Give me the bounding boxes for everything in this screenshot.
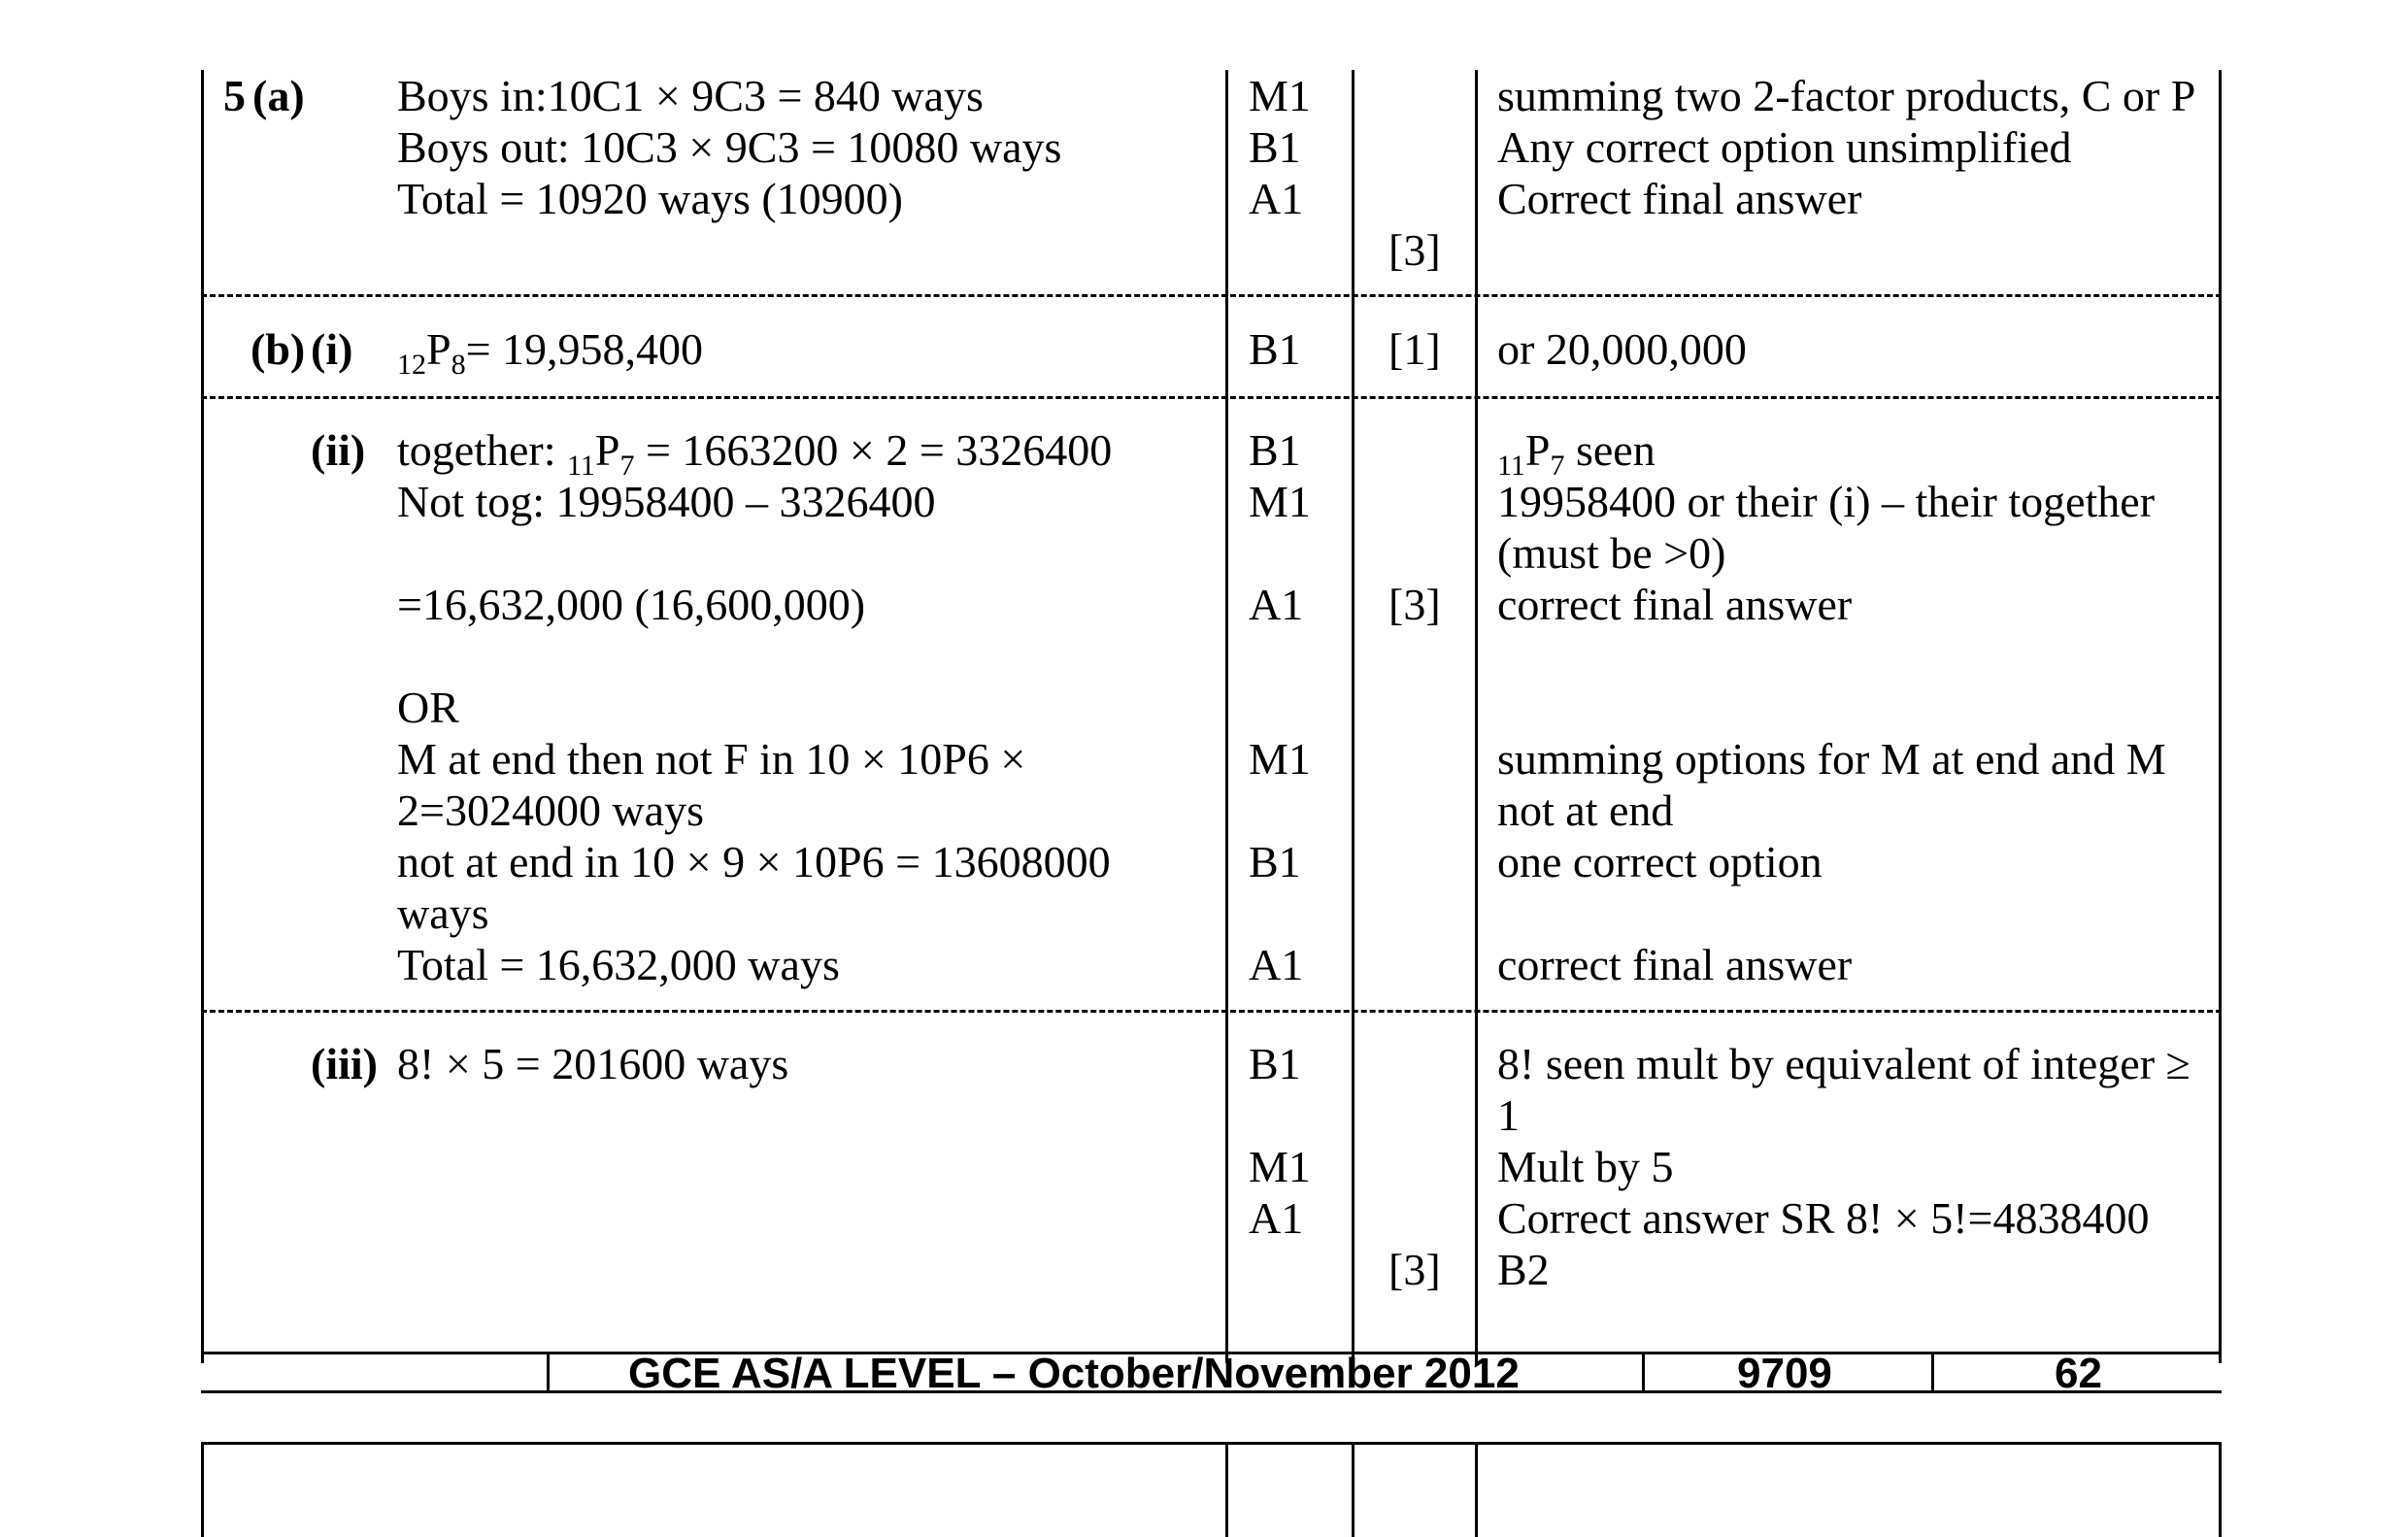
answer-line: Total = 16,632,000 ways bbox=[397, 940, 840, 989]
mark-code: A1 bbox=[1249, 1193, 1304, 1243]
guidance-line: one correct option bbox=[1497, 837, 1823, 886]
answer-line bbox=[397, 323, 703, 381]
answer-line: Total = 10920 ways (10900) bbox=[397, 174, 903, 223]
mark-code: M1 bbox=[1249, 1142, 1311, 1191]
subscript: 12 bbox=[397, 349, 426, 381]
mark-code: B1 bbox=[1249, 425, 1301, 475]
total-marks: [3] bbox=[1388, 580, 1441, 629]
permutation-symbol: P bbox=[1524, 425, 1551, 475]
guidance-line: correct final answer bbox=[1497, 940, 1853, 989]
subpart-label-i: (i) bbox=[311, 324, 353, 374]
mark-code: M1 bbox=[1249, 477, 1311, 526]
answer-line: ways bbox=[397, 888, 489, 938]
answer-line: not at end in 10 × 9 × 10P6 = 13608000 bbox=[397, 837, 1111, 886]
guidance-line: 19958400 or their (i) – their together bbox=[1497, 477, 2156, 526]
mark-code: A1 bbox=[1249, 174, 1304, 223]
subpart-label-ii: (ii) bbox=[311, 425, 366, 475]
subscript: 7 bbox=[619, 450, 635, 482]
footer-divider bbox=[1642, 1352, 1645, 1391]
column-divider-total bbox=[1475, 70, 1478, 1363]
total-marks: [1] bbox=[1388, 324, 1441, 374]
answer-value: = 19,958,400 bbox=[465, 324, 704, 374]
guidance-line: or 20,000,000 bbox=[1497, 324, 1747, 374]
subpart-label-iii: (iii) bbox=[311, 1039, 378, 1088]
question-number: 5 bbox=[223, 71, 246, 120]
guidance-line: B2 bbox=[1497, 1245, 1550, 1294]
row-divider bbox=[201, 396, 2222, 399]
mark-code: M1 bbox=[1249, 71, 1311, 120]
next-table-border-top bbox=[201, 1442, 2222, 1445]
subscript: 11 bbox=[1497, 450, 1525, 482]
answer-prefix: together: bbox=[397, 425, 567, 475]
part-label-a: (a) bbox=[252, 71, 305, 120]
table-border-left bbox=[201, 70, 204, 1363]
guidance-line: correct final answer bbox=[1497, 580, 1853, 629]
answer-line: Not tog: 19958400 – 3326400 bbox=[397, 477, 936, 526]
answer-value: = 1663200 × 2 = 3326400 bbox=[634, 425, 1113, 475]
footer-divider bbox=[1931, 1352, 1934, 1391]
answer-line: =16,632,000 (16,600,000) bbox=[397, 580, 866, 629]
answer-line bbox=[397, 424, 1112, 482]
column-divider-answer bbox=[1225, 70, 1228, 1363]
footer-syllabus: 9709 bbox=[1737, 1350, 1832, 1397]
answer-line: Boys out: 10C3 × 9C3 = 10080 ways bbox=[397, 122, 1062, 172]
guidance-line: Mult by 5 bbox=[1497, 1142, 1674, 1191]
guidance-line: Correct final answer bbox=[1497, 174, 1862, 223]
next-table-border-left bbox=[201, 1442, 204, 1537]
table-border-right bbox=[2219, 70, 2222, 1363]
row-divider bbox=[201, 1010, 2222, 1013]
subscript: 11 bbox=[567, 450, 595, 482]
subscript: 8 bbox=[451, 349, 466, 381]
mark-code: B1 bbox=[1249, 1039, 1301, 1088]
guidance-line: (must be >0) bbox=[1497, 528, 1726, 578]
mark-code: B1 bbox=[1249, 837, 1301, 886]
next-column-divider bbox=[1475, 1442, 1478, 1537]
row-divider bbox=[201, 294, 2222, 297]
mark-code: B1 bbox=[1249, 324, 1301, 374]
mark-code: A1 bbox=[1249, 580, 1304, 629]
next-table-border-right bbox=[2219, 1442, 2222, 1537]
next-column-divider bbox=[1352, 1442, 1354, 1537]
permutation-symbol: P bbox=[594, 425, 620, 475]
guidance-line: Any correct option unsimplified bbox=[1497, 122, 2072, 172]
footer-title: GCE AS/A LEVEL – October/November 2012 bbox=[628, 1350, 1520, 1397]
guidance-line: not at end bbox=[1497, 785, 1674, 835]
total-marks: [3] bbox=[1388, 1245, 1441, 1294]
guidance-line: 1 bbox=[1497, 1090, 1520, 1140]
subscript: 7 bbox=[1550, 450, 1565, 482]
guidance-line: summing options for M at end and M bbox=[1497, 734, 2166, 784]
total-marks: [3] bbox=[1388, 225, 1441, 275]
guidance-line: 8! seen mult by equivalent of integer ≥ bbox=[1497, 1039, 2191, 1088]
answer-line: Boys in:10C1 × 9C3 = 840 ways bbox=[397, 71, 984, 120]
answer-line: 2=3024000 ways bbox=[397, 785, 704, 835]
mark-code: M1 bbox=[1249, 734, 1311, 784]
guidance-text: seen bbox=[1564, 425, 1656, 475]
next-column-divider bbox=[1225, 1442, 1228, 1537]
column-divider-mark bbox=[1352, 70, 1354, 1363]
guidance-line bbox=[1497, 424, 1656, 482]
guidance-line: summing two 2-factor products, C or P bbox=[1497, 71, 2196, 120]
guidance-line: Correct answer SR 8! × 5!=4838400 bbox=[1497, 1193, 2150, 1243]
answer-line: 8! × 5 = 201600 ways bbox=[397, 1039, 789, 1088]
permutation-symbol: P bbox=[426, 324, 452, 374]
answer-line: OR bbox=[397, 683, 459, 732]
footer-divider bbox=[547, 1352, 550, 1391]
footer-paper: 62 bbox=[2055, 1350, 2102, 1397]
mark-code: A1 bbox=[1249, 940, 1304, 989]
answer-line: M at end then not F in 10 × 10P6 × bbox=[397, 734, 1026, 784]
mark-code: B1 bbox=[1249, 122, 1301, 172]
part-label-b: (b) bbox=[251, 324, 306, 374]
